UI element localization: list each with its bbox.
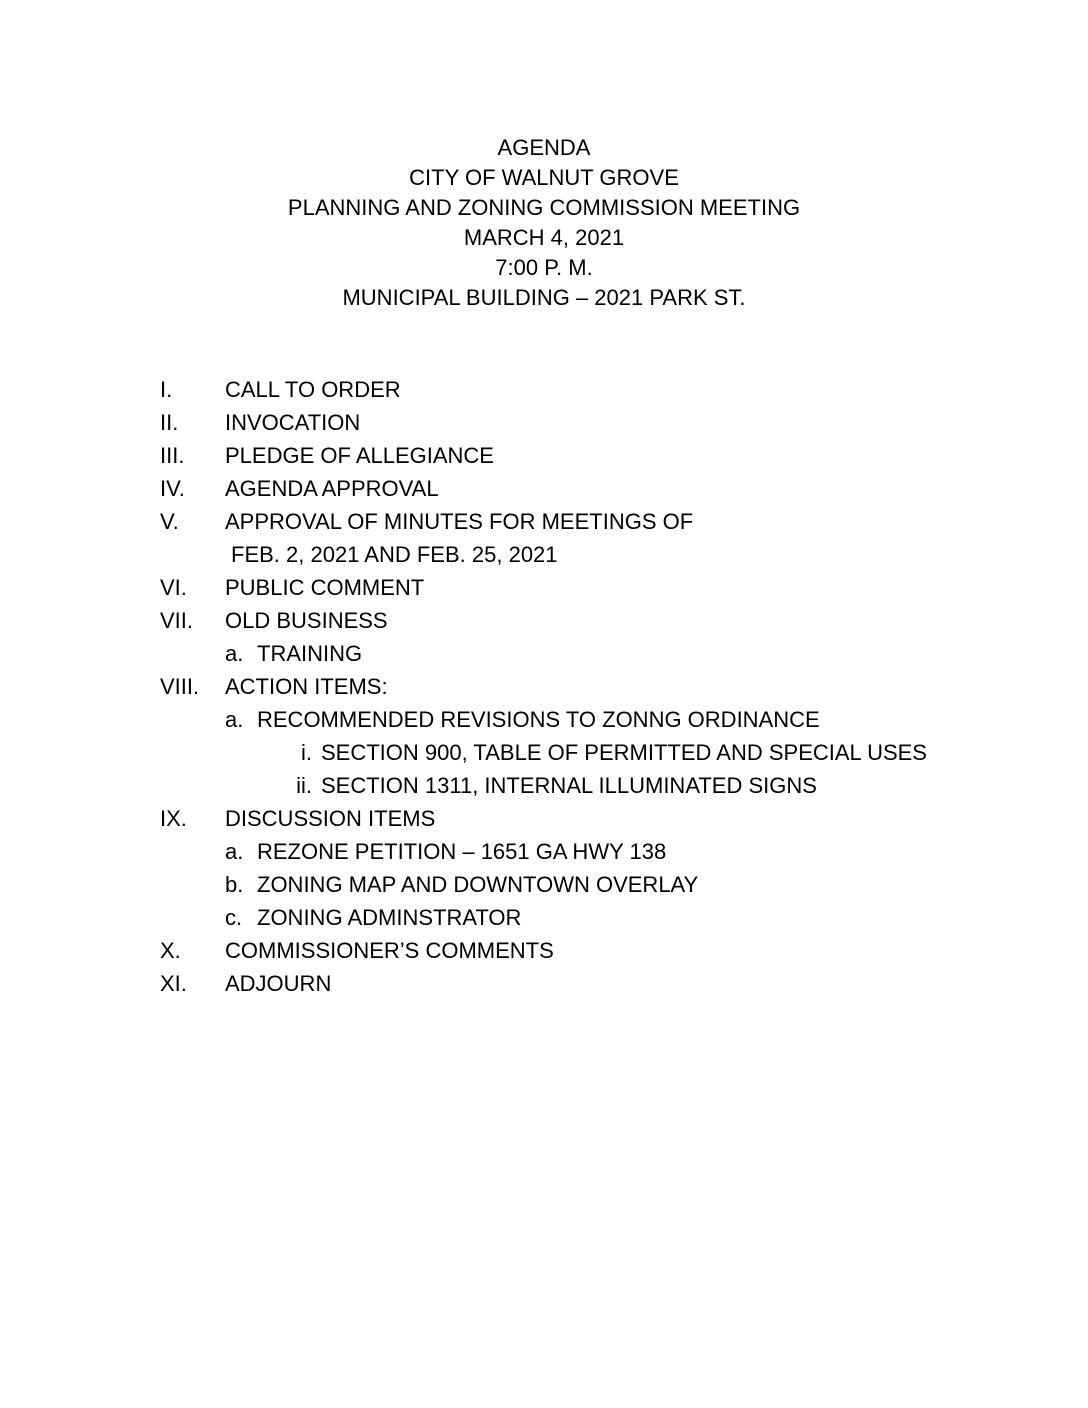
agenda-item-text: ACTION ITEMS:: [225, 674, 388, 699]
agenda-item-text: ZONING MAP AND DOWNTOWN OVERLAY: [257, 872, 699, 897]
agenda-item-text: ZONING ADMINSTRATOR: [257, 905, 522, 930]
agenda-row: [160, 373, 1040, 406]
header-line-6: MUNICIPAL BUILDING – 2021 PARK ST.: [342, 285, 746, 310]
agenda-item-marker: V.: [160, 509, 179, 534]
agenda-item-text: PUBLIC COMMENT: [225, 575, 425, 600]
agenda-row: [160, 703, 1040, 736]
agenda-row: [160, 670, 1040, 703]
agenda-row: [160, 439, 1040, 472]
agenda-row: [160, 604, 1040, 637]
agenda-item-text: ADJOURN: [225, 971, 332, 996]
agenda-row: [160, 637, 1040, 670]
agenda-item-text: TRAINING: [257, 641, 363, 666]
agenda-row: [160, 835, 1040, 868]
agenda-item-text: FEB. 2, 2021 AND FEB. 25, 2021: [231, 542, 558, 567]
header-line-2: CITY OF WALNUT GROVE: [409, 165, 679, 190]
agenda-item-marker: VIII.: [160, 674, 200, 699]
agenda-item-marker: II.: [160, 410, 179, 435]
agenda-item-marker: XI.: [160, 971, 187, 996]
agenda-item-marker: VII.: [160, 608, 194, 633]
agenda-item-text: RECOMMENDED REVISIONS TO ZONNG ORDINANCE: [257, 707, 820, 732]
agenda-item-text: PLEDGE OF ALLEGIANCE: [225, 443, 494, 468]
agenda-item-marker: III.: [160, 443, 185, 468]
header-line-5: 7:00 P. M.: [495, 255, 593, 280]
document-header: [0, 133, 1088, 313]
agenda-row: [160, 868, 1040, 901]
agenda-row: [160, 736, 1040, 769]
agenda-row: [160, 406, 1040, 439]
agenda-row: [160, 472, 1040, 505]
agenda-item-text: SECTION 900, TABLE OF PERMITTED AND SPECIAL USES: [321, 740, 927, 765]
agenda-item-marker: ii.: [296, 773, 312, 798]
agenda-item-text: OLD BUSINESS: [225, 608, 388, 633]
agenda-item-marker: VI.: [160, 575, 187, 600]
agenda-row: [160, 571, 1040, 604]
agenda-item-text: COMMISSIONER’S COMMENTS: [225, 938, 554, 963]
agenda-item-marker: b.: [225, 872, 244, 897]
agenda-item-text: AGENDA APPROVAL: [225, 476, 439, 501]
agenda-list: [160, 373, 1040, 1000]
agenda-item-text: APPROVAL OF MINUTES FOR MEETINGS OF: [225, 509, 694, 534]
agenda-row: [160, 802, 1040, 835]
agenda-row: [160, 967, 1040, 1000]
agenda-item-marker: a.: [225, 839, 244, 864]
agenda-row: [160, 538, 1040, 571]
agenda-item-text: CALL TO ORDER: [225, 377, 401, 402]
header-line-4: MARCH 4, 2021: [463, 225, 625, 250]
agenda-row: [160, 505, 1040, 538]
agenda-item-marker: c.: [225, 905, 243, 930]
header-line-3: PLANNING AND ZONING COMMISSION MEETING: [287, 195, 801, 220]
header-line-1: AGENDA: [497, 135, 591, 160]
agenda-item-marker: a.: [225, 641, 244, 666]
agenda-item-marker: X.: [160, 938, 181, 963]
agenda-item-marker: I.: [160, 377, 173, 402]
agenda-row: [160, 901, 1040, 934]
agenda-row: [160, 934, 1040, 967]
agenda-item-marker: IX.: [160, 806, 187, 831]
agenda-item-marker: IV.: [160, 476, 185, 501]
agenda-item-text: SECTION 1311, INTERNAL ILLUMINATED SIGNS: [321, 773, 817, 798]
agenda-item-text: INVOCATION: [225, 410, 361, 435]
agenda-item-marker: i.: [301, 740, 312, 765]
agenda-item-marker: a.: [225, 707, 244, 732]
agenda-row: [160, 769, 1040, 802]
agenda-item-text: DISCUSSION ITEMS: [225, 806, 436, 831]
agenda-item-text: REZONE PETITION – 1651 GA HWY 138: [257, 839, 667, 864]
